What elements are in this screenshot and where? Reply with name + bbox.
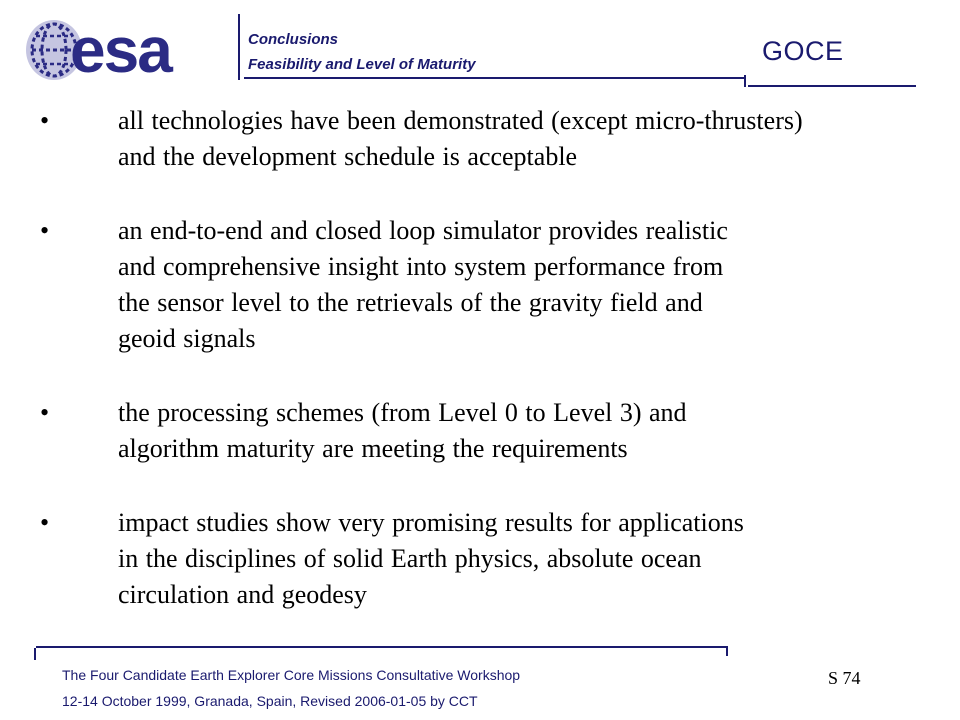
- bullet-marker: •: [40, 106, 50, 135]
- footer-workshop: The Four Candidate Earth Explorer Core Missions Consultative Workshop: [62, 667, 521, 683]
- bullet-marker: •: [40, 508, 50, 537]
- bullet-text: the processing schemes (from Level 0 to Level 3) and algorithm maturity are meeting the requirements: [118, 398, 687, 463]
- bullet-marker: •: [40, 216, 50, 245]
- footer-date-location: 12-14 October 1999, Granada, Spain, Revised 2006-01-05 by CCT: [62, 693, 478, 709]
- bullet-item: [0, 505, 960, 613]
- bullet-text: impact studies show very promising results for applications in the disciplines of solid Earth physics, absolute ocean circulation and geodesy: [118, 508, 744, 609]
- header-underline: [244, 77, 744, 79]
- bullet-item: [0, 213, 960, 357]
- section-subtitle: Feasibility and Level of Maturity: [248, 56, 476, 73]
- mission-underline: [748, 85, 916, 87]
- header-vertical-divider: [238, 14, 240, 80]
- mission-name: GOCE: [762, 36, 844, 66]
- footer-rule: [36, 646, 728, 648]
- esa-logo: [14, 8, 230, 88]
- footer-rule-tick-right: [726, 646, 728, 656]
- section-title: Conclusions: [248, 31, 339, 48]
- logo-wordmark: esa: [70, 14, 171, 86]
- bullet-text: all technologies have been demonstrated (except micro-thrusters) and the development schedule is acceptable: [118, 106, 803, 171]
- header-rule-tick: [744, 75, 746, 87]
- bullet-list: [0, 103, 960, 651]
- bullet-marker: •: [40, 398, 50, 427]
- slide-number: S 74: [828, 668, 861, 688]
- bullet-item: [0, 395, 960, 467]
- bullet-item: [0, 103, 960, 175]
- bullet-text: an end-to-end and closed loop simulator provides realistic and comprehensive insight into system performance from the sensor level to the retrievals of the gravity field and geoid signals: [118, 216, 728, 353]
- footer-rule-tick-left: [34, 648, 36, 660]
